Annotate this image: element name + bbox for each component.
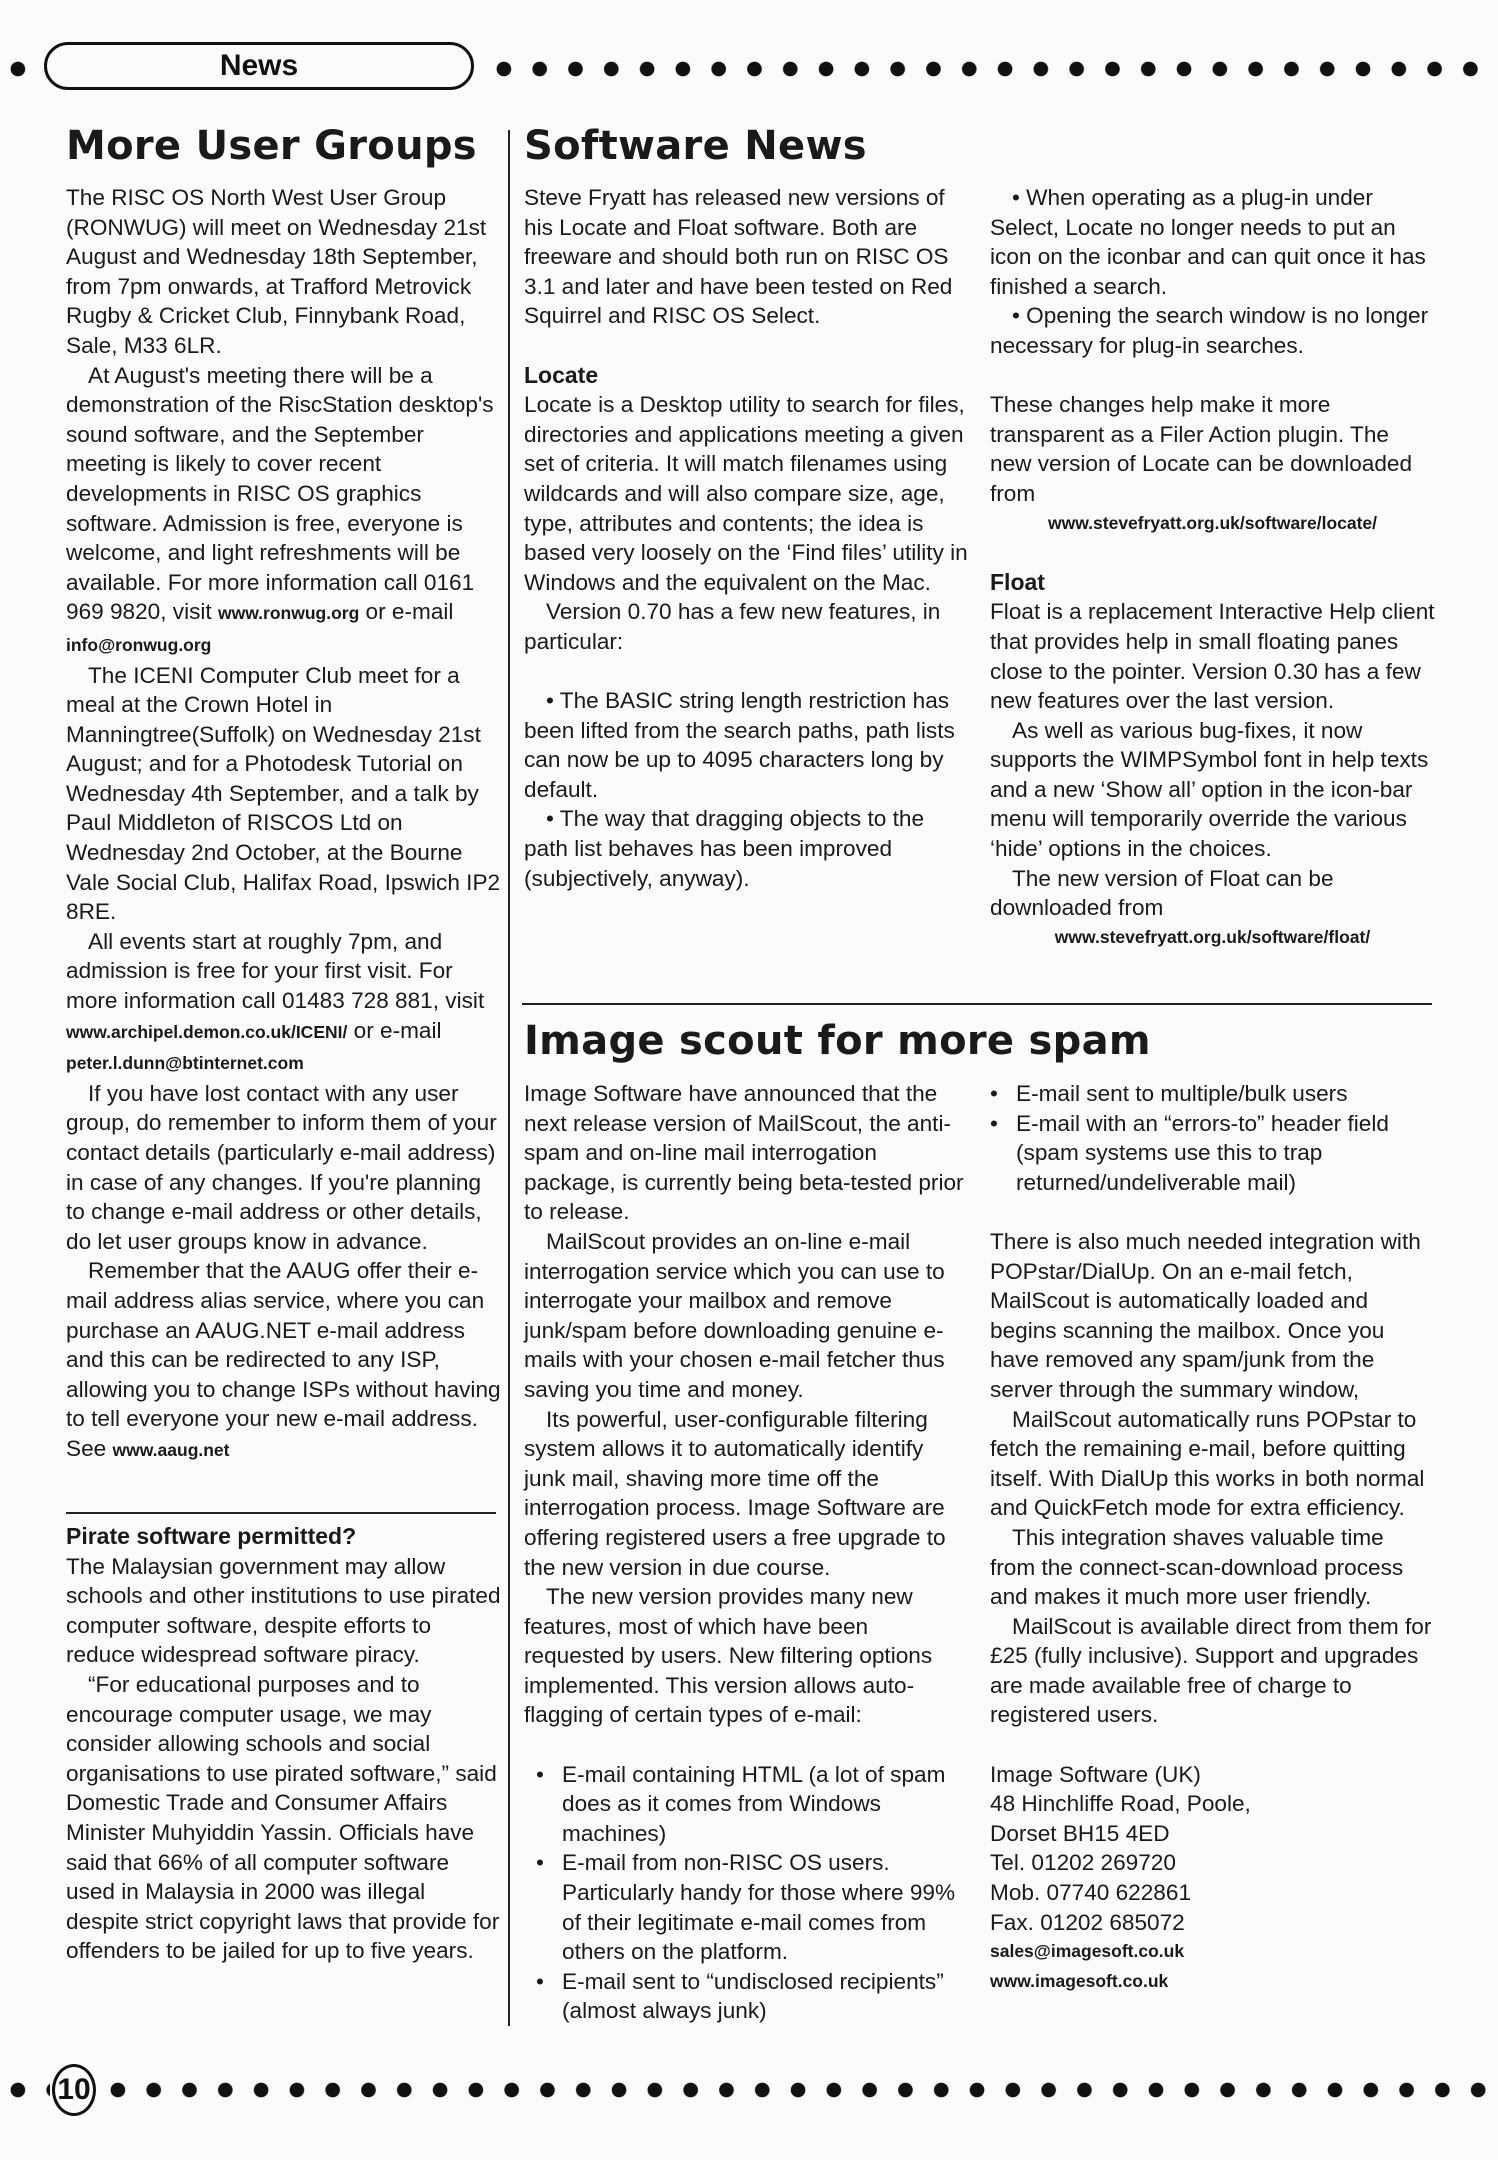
- paragraph: The Malaysian government may allow schools and other institutions to use pirated computer software, despite efforts to reduce widespread software piracy.: [66, 1553, 501, 1668]
- image-scout-rule: [522, 1003, 1432, 1005]
- paragraph: All events start at roughly 7pm, and admission is free for your first visit. For more information call 01483 728 881, visit www.archipel.demon.co.uk/ICENI/ or e-mail peter.l.dunn@btinternet.com: [66, 928, 485, 1074]
- list-item: • E-mail from non-RISC OS users. Particularly handy for those where 99% of their legitimate e-mail comes from others on the platform.: [524, 1848, 968, 1966]
- header-dots-right: [486, 60, 1498, 78]
- paragraph: MailScout provides an on-line e-mail interrogation service which you can use to interrogate your mailbox and remove junk/spam before downloading genuine e-mails with your chosen e-mail fetcher thus saving you time and money.: [524, 1228, 945, 1402]
- image-scout-title: Image scout for more spam: [524, 1018, 1151, 1064]
- paragraph: MailScout is available direct from them for £25 (fully inclusive). Support and upgrades are made available free of charge to registered users.: [990, 1613, 1432, 1728]
- bullet-item: • The way that dragging objects to the path list behaves has been improved (subjectively, anyway).: [524, 806, 925, 891]
- list-item: • E-mail sent to multiple/bulk users: [978, 1079, 1435, 1109]
- paragraph: The RISC OS North West User Group (RONWUG) will meet on Wednesday 21st August and Wednesday 18th September, from 7pm onwards, at Trafford Metrovick Rugby & Cricket Club, Finnybank Road, Sale, M33 6LR.: [66, 185, 487, 358]
- image-scout-left: [524, 1079, 968, 2026]
- bullet-item: • Opening the search window is no longer necessary for plug-in searches.: [990, 303, 1429, 358]
- locate-download-link[interactable]: www.stevefryatt.org.uk/software/locate/: [1047, 512, 1378, 533]
- paragraph: The new version provides many new features, most of which have been requested by users. New filtering options implemented. This version allows auto-flagging of certain types of e-mail:: [524, 1584, 933, 1728]
- pirate-title: Pirate software permitted?: [66, 1523, 357, 1549]
- iceni-email-link[interactable]: peter.l.dunn@btinternet.com: [66, 1053, 304, 1074]
- software-news-title: Software News: [524, 123, 867, 169]
- paragraph: There is also much needed integration with POPstar/DialUp. On an e-mail fetch, MailScout is automatically loaded and begins scanning the mailbox. Once you have removed any spam/junk from the server through the summary window,: [990, 1228, 1421, 1402]
- page-number: 10: [52, 2064, 96, 2116]
- aaug-link[interactable]: www.aaug.net: [112, 1439, 230, 1460]
- paragraph: If you have lost contact with any user group, do remember to inform them of your contact details (particularly e-mail address) in case of any changes. If you're planning to change e-mail address or other details, do let user groups know in advance.: [66, 1080, 497, 1254]
- paragraph: The new version of Float can be downloaded from: [990, 865, 1334, 921]
- list-item: • E-mail containing HTML (a lot of spam does as it comes from Windows machines): [524, 1760, 968, 1849]
- bullet-item: • The BASIC string length restriction has been lifted from the search paths, path lists can now be up to 4095 characters long by default.: [524, 688, 955, 802]
- paragraph: This integration shaves valuable time from the connect-scan-download process and makes it much more user friendly.: [990, 1524, 1404, 1610]
- footer-dots-left: [0, 2081, 50, 2099]
- user-groups-title: More User Groups: [66, 123, 477, 169]
- contact-fax: Fax. 01202 685072: [990, 1909, 1185, 1935]
- user-groups-article: [66, 121, 501, 1466]
- paragraph: “For educational purposes and to encourage computer usage, we may consider allowing schools and social organisations to use pirated software,” said Domestic Trade and Consumer Affairs Minister Muhyiddin Yassin. Officials have said that 66% of all computer software used in Malaysia in 2000 was illegal despite strict copyright laws that provide for offenders to be jailed for up to five years.: [66, 1671, 500, 1964]
- pirate-rule: [66, 1512, 496, 1514]
- contact-address: 48 Hinchliffe Road, Poole,: [990, 1791, 1251, 1817]
- contact-web-link[interactable]: www.imagesoft.co.uk: [990, 1970, 1169, 1991]
- software-news-left: [524, 183, 968, 893]
- contact-mob: Mob. 07740 622861: [990, 1880, 1192, 1906]
- bullet-item: • When operating as a plug-in under Select, Locate no longer needs to put an icon on the iconbar and can quit once it has finished a search.: [990, 185, 1426, 299]
- column-divider: [508, 130, 510, 2026]
- paragraph: Its powerful, user-configurable filtering system allows it to automatically identify junk mail, shaving more time off the interrogation process. Image Software are offering registered users a free upgrade to the new version in due course.: [524, 1406, 946, 1580]
- section-tab: [44, 42, 474, 90]
- iceni-link[interactable]: www.archipel.demon.co.uk/ICENI/: [66, 1021, 348, 1042]
- paragraph: MailScout automatically runs POPstar to fetch the remaining e-mail, before quitting itself. With DialUp this works in both normal and QuickFetch mode for extra efficiency.: [990, 1406, 1425, 1521]
- paragraph: Version 0.70 has a few new features, in particular:: [524, 599, 941, 654]
- ronwug-link[interactable]: www.ronwug.org: [217, 603, 360, 624]
- paragraph: Float is a replacement Interactive Help client that provides help in small floating panes close to the pointer. Version 0.30 has a few new features over the last version.: [990, 599, 1435, 714]
- paragraph: Steve Fryatt has released new versions of his Locate and Float software. Both are freeware and should both run on RISC OS 3.1 and later and have been tested on Red Squirrel and RISC OS Select.: [524, 185, 953, 329]
- paragraph: Remember that the AAUG offer their e-mail address alias service, where you can purchase an AAUG.NET e-mail address and this can be redirected to any ISP, allowing you to change ISPs without having to tell everyone your new e-mail address. See www.aaug.net: [66, 1258, 501, 1461]
- paragraph: Locate is a Desktop utility to search for files, directories and applications meeting a given set of criteria. It will match filenames using wildcards and will also compare size, age, type, attributes and contents; the idea is based very loosely on the ‘Find files’ utility in Windows and the equivalent on the Mac.: [524, 392, 968, 595]
- list-item: • E-mail with an “errors-to” header field (spam systems use this to trap returned/undeliverable mail): [978, 1109, 1435, 1198]
- contact-email-link[interactable]: sales@imagesoft.co.uk: [990, 1941, 1185, 1962]
- paragraph: The ICENI Computer Club meet for a meal at the Crown Hotel in Manningtree(Suffolk) on Wednesday 21st August; and for a Photodesk Tutorial on Wednesday 4th September, and a talk by Paul Middleton of RISCOS Ltd on Wednesday 2nd October, at the Bourne Vale Social Club, Halifax Road, Ipswich IP2 8RE.: [66, 662, 501, 925]
- contact-tel: Tel. 01202 269720: [990, 1850, 1176, 1876]
- flag-list-continued: [978, 1079, 1435, 1197]
- software-news-right: [990, 183, 1435, 952]
- pirate-article: [66, 1522, 501, 1966]
- section-title: News: [219, 49, 299, 82]
- flag-list: [524, 1760, 968, 2026]
- contact-company: Image Software (UK): [990, 1761, 1201, 1787]
- image-scout-right: [990, 1079, 1435, 1996]
- float-download-link[interactable]: www.stevefryatt.org.uk/software/float/: [1054, 926, 1371, 947]
- list-item: • E-mail sent to “undisclosed recipients” (almost always junk): [524, 1967, 968, 2026]
- paragraph: As well as various bug-fixes, it now supports the WIMPSymbol font in help texts and a new ‘Show all’ option in the icon-bar menu will temporarily override the various ‘hide’ options in the choices.: [990, 717, 1429, 862]
- header-dots-left: [0, 60, 42, 78]
- ronwug-email-link[interactable]: info@ronwug.org: [66, 634, 212, 655]
- paragraph: Image Software have announced that the next release version of MailScout, the anti-spam and on-line mail interrogation package, is currently being beta-tested prior to release.: [524, 1081, 964, 1225]
- paragraph: These changes help make it more transparent as a Filer Action plugin. The new version of Locate can be downloaded from: [990, 392, 1413, 506]
- paragraph: At August's meeting there will be a demonstration of the RiscStation desktop's sound software, and the September meeting is likely to cover recent developments in RISC OS graphics software. Admission is free, everyone is welcome, and light refreshments will be available. For more information call 0161 969 9820, visit www.ronwug.org or e-mail info@ronwug.org: [66, 362, 494, 655]
- footer-dots-right: [100, 2081, 1498, 2099]
- contact-address: Dorset BH15 4ED: [990, 1820, 1170, 1846]
- locate-heading: Locate: [524, 361, 599, 388]
- float-heading: Float: [990, 568, 1045, 595]
